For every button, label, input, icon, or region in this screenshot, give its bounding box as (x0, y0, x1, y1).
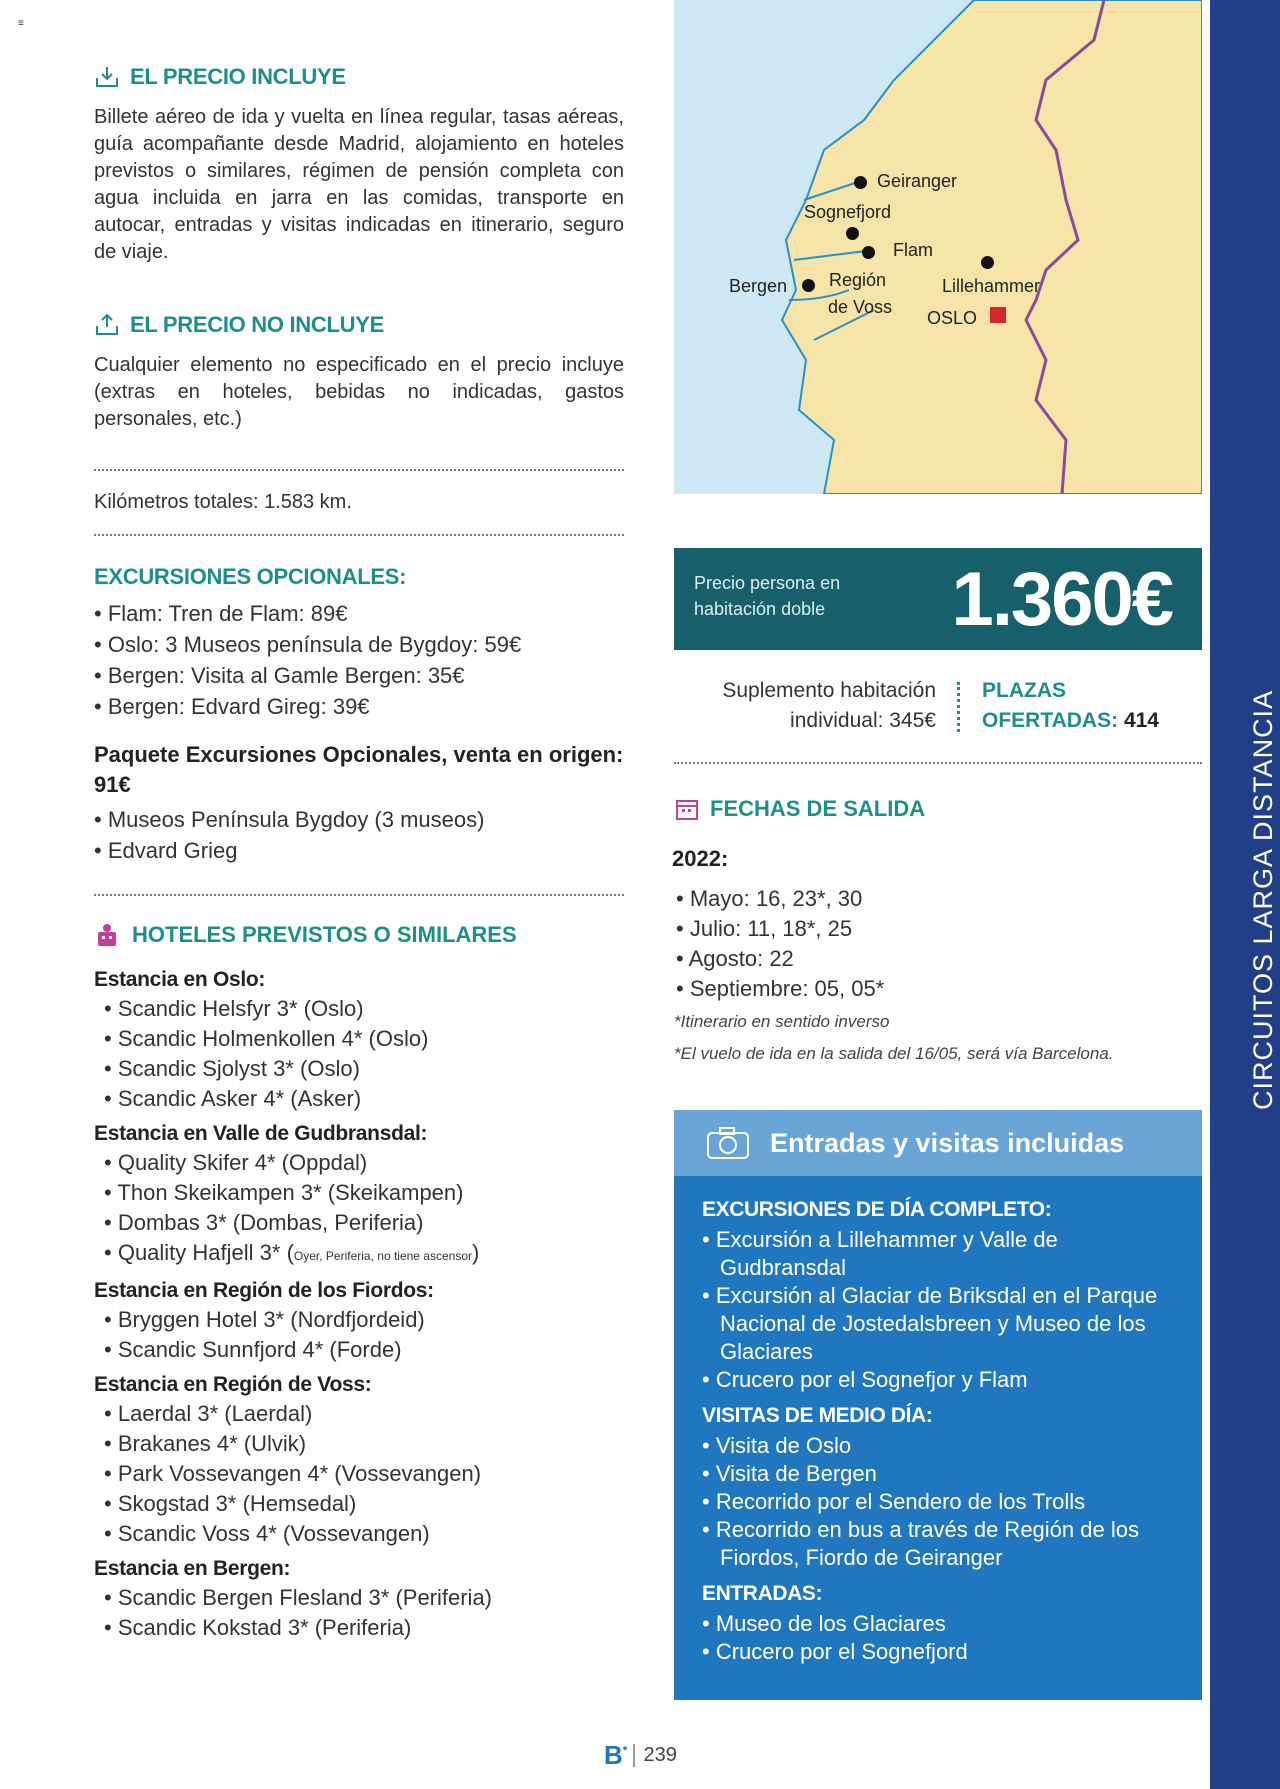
half-day-list (702, 1432, 1174, 1572)
list-item: • Quality Hafjell 3* (Oyer, Periferia, no tiene ascensor) (104, 1238, 624, 1271)
supplement: Suplemento habitación individual: 345€ (722, 679, 936, 732)
tickets-list (702, 1610, 1174, 1666)
list-item: • Julio: 11, 18*, 25 (676, 914, 884, 944)
hotel-list (94, 994, 624, 1114)
list-item: • Scandic Holmenkollen 4* (Oslo) (104, 1024, 624, 1054)
not-included-heading: EL PRECIO NO INCLUYE (94, 312, 624, 338)
list-item: • Scandic Bergen Flesland 3* (Periferia) (104, 1583, 624, 1613)
visits-heading: Entradas y visitas incluidas (674, 1110, 1202, 1176)
list-item: • Museo de los Glaciares (702, 1610, 1174, 1638)
hotel-bell-icon (94, 922, 120, 948)
price-box (674, 548, 1202, 650)
departure-year: 2022: (672, 846, 729, 871)
departure-list (676, 884, 884, 1004)
half-day-heading: VISITAS DE MEDIO DÍA: (702, 1404, 933, 1427)
divider (94, 894, 624, 896)
list-item: • Flam: Tren de Flam: 89€ (94, 598, 624, 629)
price-label: Precio persona en habitación doble (694, 573, 841, 619)
divider (94, 469, 624, 471)
list-item: • Skogstad 3* (Hemsedal) (104, 1489, 624, 1519)
full-day-list (702, 1226, 1174, 1394)
bergen-marker (802, 279, 815, 292)
excursions-heading: EXCURSIONES OPCIONALES: (94, 564, 407, 589)
excursions-list (94, 598, 624, 722)
divider (674, 762, 1202, 764)
list-item: • Recorrido en bus a través de Región de los Fiordos, Fiordo de Geiranger (702, 1516, 1174, 1572)
route-map (674, 0, 1202, 494)
flam-label: Flam (893, 240, 933, 260)
stay-heading: Estancia en Valle de Gudbransdal: (94, 1122, 428, 1145)
side-label: CIRCUITOS LARGA DISTANCIA (1248, 689, 1278, 1110)
list-item: • Oslo: 3 Museos península de Bygdoy: 59€ (94, 629, 624, 660)
departure-note: *Itinerario en sentido inverso (674, 1012, 890, 1031)
brand-logo: B* (604, 1740, 628, 1770)
stay-heading: Estancia en Región de Voss: (94, 1373, 372, 1396)
departures-heading: FECHAS DE SALIDA (674, 796, 925, 822)
list-item: • Scandic Kokstad 3* (Periferia) (104, 1613, 624, 1643)
list-item: • Scandic Sunnfjord 4* (Forde) (104, 1335, 624, 1365)
list-item: • Agosto: 22 (676, 944, 884, 974)
flam-marker (862, 246, 875, 259)
map-graphic (674, 0, 1202, 494)
price-value: 1.360€ (951, 557, 1172, 642)
visits-body (674, 1176, 1202, 1678)
total-km: Kilómetros totales: 1.583 km. (94, 491, 352, 513)
list-item: • Crucero por el Sognefjor y Flam (702, 1366, 1174, 1394)
package-title: Paquete Excursiones Opcionales, venta en origen: 91€ (94, 742, 624, 797)
list-item: • Bergen: Edvard Gireg: 39€ (94, 691, 624, 722)
list-item: • Museos Península Bygdoy (3 museos) (94, 804, 624, 835)
list-item: • Scandic Sjolyst 3* (Oslo) (104, 1054, 624, 1084)
oslo-label: OSLO (927, 308, 978, 328)
list-item: • Scandic Helsfyr 3* (Oslo) (104, 994, 624, 1024)
hotel-list (94, 1148, 624, 1271)
lillehammer-label: Lillehammer (942, 276, 1041, 296)
list-item: • Visita de Oslo (702, 1432, 1174, 1460)
hotel-note: Oyer, Periferia, no tiene ascensor (293, 1249, 472, 1263)
list-item: • Thon Skeikampen 3* (Skeikampen) (104, 1178, 624, 1208)
hamburger-icon[interactable]: ≡ (18, 18, 24, 29)
vertical-divider (957, 682, 960, 732)
geiranger-label: Geiranger (877, 171, 958, 191)
package-list (94, 804, 624, 866)
list-item: • Quality Skifer 4* (Oppdal) (104, 1148, 624, 1178)
hotel-list (94, 1305, 624, 1365)
list-item: • Scandic Asker 4* (Asker) (104, 1084, 624, 1114)
camera-icon (706, 1126, 750, 1160)
stay-heading: Estancia en Bergen: (94, 1557, 291, 1580)
list-item: • Laerdal 3* (Laerdal) (104, 1399, 624, 1429)
bergen-label: Bergen (729, 276, 788, 296)
list-item: • Edvard Grieg (94, 835, 624, 866)
oslo-marker (990, 307, 1006, 323)
list-item: • Excursión al Glaciar de Briksdal en el Parque Nacional de Jostedalsbreen y Museo de los Glaciares (702, 1282, 1174, 1366)
list-item: • Bergen: Visita al Gamle Bergen: 35€ (94, 660, 624, 691)
footer (604, 1740, 677, 1771)
list-item: • Mayo: 16, 23*, 30 (676, 884, 884, 914)
list-item: • Septiembre: 05, 05* (676, 974, 884, 1004)
list-item: • Brakanes 4* (Ulvik) (104, 1429, 624, 1459)
left-column (94, 64, 624, 1643)
sognefjord-label: Sognefjord (804, 202, 892, 222)
page-number: 239 (633, 1744, 676, 1767)
list-item: • Crucero por el Sognefjord (702, 1638, 1174, 1666)
list-item: • Scandic Voss 4* (Vossevangen) (104, 1519, 624, 1549)
departure-note: *El vuelo de ida en la salida del 16/05, será vía Barcelona. (674, 1044, 1114, 1063)
list-item: • Dombas 3* (Dombas, Periferia) (104, 1208, 624, 1238)
geiranger-marker (854, 176, 867, 189)
stay-heading: Estancia en Oslo: (94, 968, 266, 991)
not-included-text: Cualquier elemento no especificado en el precio incluye (extras en hoteles, bebidas no indicadas, gastos personales, etc.) (94, 354, 624, 430)
tickets-heading: ENTRADAS: (702, 1582, 823, 1605)
included-heading: EL PRECIO INCLUYE (94, 64, 624, 90)
list-item: • Excursión a Lillehammer y Valle de Gudbransdal (702, 1226, 1174, 1282)
list-item: • Bryggen Hotel 3* (Nordfjordeid) (104, 1305, 624, 1335)
hotels-heading: HOTELES PREVISTOS O SIMILARES (94, 922, 624, 948)
full-day-heading: EXCURSIONES DE DÍA COMPLETO: (702, 1198, 1052, 1221)
hotel-list (94, 1583, 624, 1643)
list-item: • Recorrido por el Sendero de los Trolls (702, 1488, 1174, 1516)
visits-box (674, 1110, 1202, 1700)
list-item: • Park Vossevangen 4* (Vossevangen) (104, 1459, 624, 1489)
voss-label-2: de Voss (828, 297, 893, 317)
plazas: PLAZAS OFERTADAS: 414 (982, 679, 1159, 732)
download-tray-icon (94, 64, 120, 90)
upload-tray-icon (94, 312, 120, 338)
included-text: Billete aéreo de ida y vuelta en línea regular, tasas aéreas, guía acompañante desde Madrid, alojamiento en hoteles previstos o similares, régimen de pensión completa con agua incluida en jarra en las comidas, transporte en autocar, entradas y visitas indicadas en itinerario, seguro de viaje. (94, 106, 624, 263)
stay-heading: Estancia en Región de los Fiordos: (94, 1279, 434, 1302)
sognefjord-marker (846, 227, 859, 240)
list-item: • Visita de Bergen (702, 1460, 1174, 1488)
calendar-icon (674, 796, 700, 822)
lillehammer-marker (981, 256, 994, 269)
voss-label-1: Región (829, 270, 887, 290)
divider (94, 534, 624, 536)
hotel-list (94, 1399, 624, 1549)
